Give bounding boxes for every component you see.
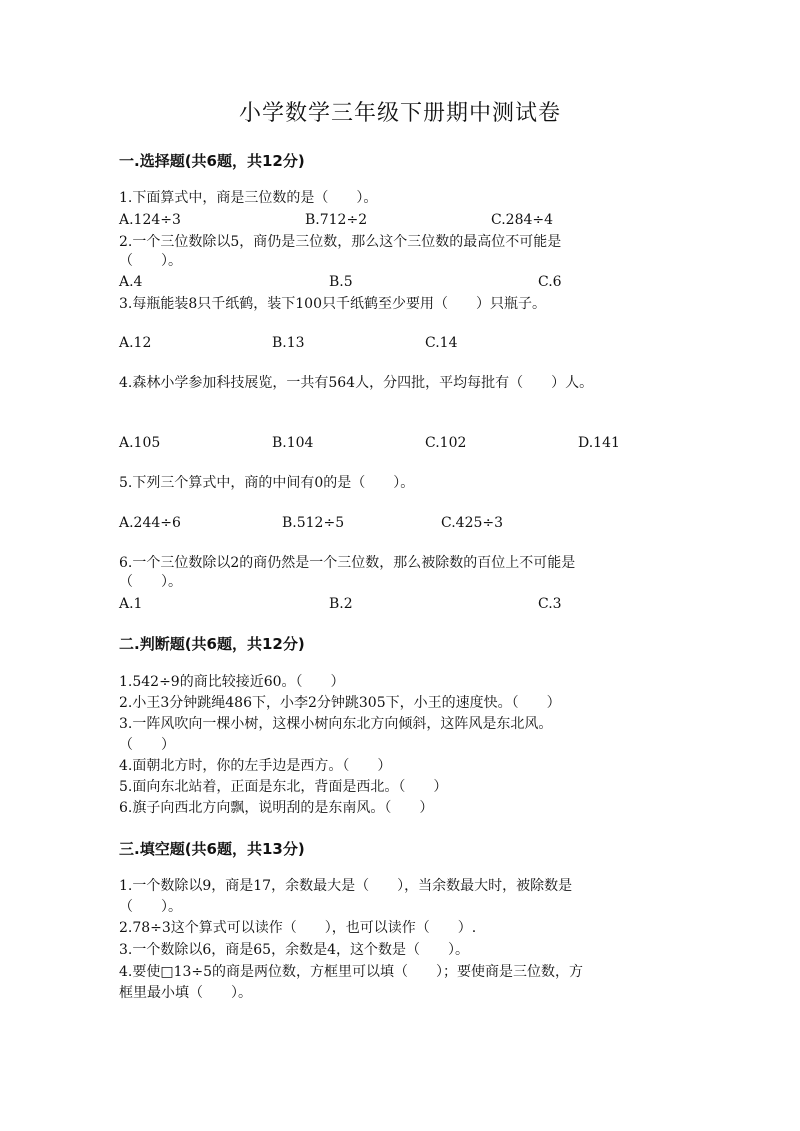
- question-6-option-b: B.2: [329, 596, 353, 612]
- question-6-option-a: A.1: [119, 596, 143, 612]
- fill-item-4-line1: 4.要使□13÷5的商是两位数，方框里可以填（ ）；要使商是三位数，方: [119, 964, 584, 980]
- judge-item-3-line2: （ ）: [119, 737, 175, 753]
- question-4-option-a: A.105: [119, 435, 161, 451]
- question-4-option-c: C.102: [425, 435, 467, 451]
- question-2-option-a: A.4: [119, 274, 143, 290]
- section-heading-choice: 一.选择题(共6题，共12分): [119, 152, 305, 170]
- section-heading-true-false: 二.判断题(共6题，共12分): [119, 635, 305, 653]
- question-1-option-a: A.124÷3: [119, 212, 181, 228]
- question-5-option-c: C.425÷3: [441, 515, 504, 531]
- question-6-option-c: C.3: [538, 596, 562, 612]
- question-3-option-b: B.13: [272, 335, 305, 351]
- question-3-text: 3.每瓶能装8只千纸鹤，装下100只千纸鹤至少要用（ ）只瓶子。: [119, 296, 546, 312]
- question-4-text: 4.森林小学参加科技展览，一共有564人，分四批，平均每批有（ ）人。: [119, 375, 594, 391]
- fill-item-4-line2: 框里最小填（ ）。: [119, 985, 252, 1001]
- fill-item-1-line1: 1.一个数除以9，商是17，余数最大是（ ），当余数最大时，被除数是: [119, 878, 573, 894]
- question-2-text-line2: （ ）。: [119, 253, 182, 269]
- question-4-option-d: D.141: [578, 435, 620, 451]
- fill-item-1-line2: （ ）。: [119, 899, 182, 915]
- question-5-text: 5.下列三个算式中，商的中间有0的是（ ）。: [119, 475, 415, 491]
- judge-item-3-line1: 3.一阵风吹向一棵小树，这棵小树向东北方向倾斜，这阵风是东北风。: [119, 716, 553, 732]
- question-1-option-b: B.712÷2: [305, 212, 368, 228]
- question-2-text-line1: 2.一个三位数除以5，商仍是三位数，那么这个三位数的最高位不可能是: [119, 234, 562, 250]
- fill-item-2: 2.78÷3这个算式可以读作（ ），也可以读作（ ）.: [119, 920, 477, 936]
- exam-title: 小学数学三年级下册期中测试卷: [238, 101, 561, 126]
- judge-item-5: 5.面向东北站着，正面是东北，背面是西北。（ ）: [119, 779, 448, 795]
- question-4-option-b: B.104: [272, 435, 314, 451]
- judge-item-6: 6.旗子向西北方向飘，说明刮的是东南风。（ ）: [119, 800, 434, 816]
- question-3-option-c: C.14: [425, 335, 458, 351]
- question-6-text-line1: 6.一个三位数除以2的商仍然是一个三位数，那么被除数的百位上不可能是: [119, 555, 576, 571]
- question-6-text-line2: （ ）。: [119, 574, 182, 590]
- question-1-option-c: C.284÷4: [491, 212, 554, 228]
- fill-item-3: 3.一个数除以6，商是65，余数是4，这个数是（ ）。: [119, 942, 469, 958]
- question-3-option-a: A.12: [119, 335, 152, 351]
- question-2-option-c: C.6: [538, 274, 562, 290]
- question-2-option-b: B.5: [329, 274, 353, 290]
- judge-item-2: 2.小王3分钟跳绳486下，小李2分钟跳305下，小王的速度快。（ ）: [119, 695, 561, 711]
- question-5-option-a: A.244÷6: [119, 515, 181, 531]
- judge-item-4: 4.面朝北方时，你的左手边是西方。（ ）: [119, 758, 392, 774]
- question-5-option-b: B.512÷5: [282, 515, 345, 531]
- section-heading-fill-blank: 三.填空题(共6题，共13分): [119, 840, 305, 858]
- question-1-text: 1.下面算式中，商是三位数的是（ ）。: [119, 190, 378, 206]
- judge-item-1: 1.542÷9的商比较接近60。（ ）: [119, 674, 345, 690]
